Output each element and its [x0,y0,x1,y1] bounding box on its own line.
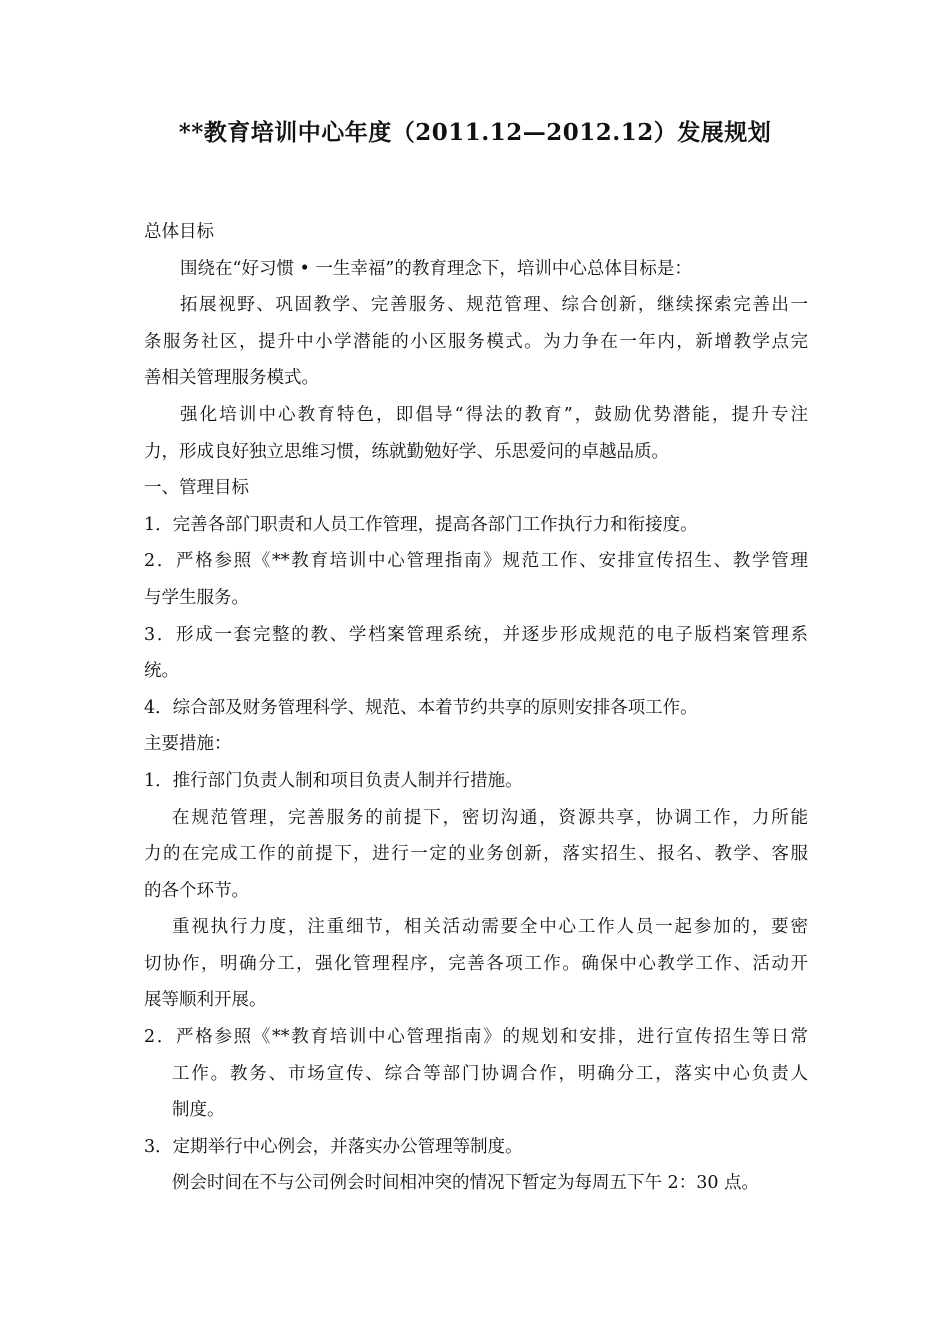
paragraph-line: 围绕在“好习惯 • 一生幸福”的教育理念下，培训中心总体目标是： [180,258,692,279]
paragraph-line: 力，形成良好独立思维习惯，练就勤勉好学、乐思爱问的卓越品质。 [144,441,669,462]
list-item-continuation: 与学生服务。 [144,587,249,608]
heading-main-measures: 主要措施： [144,734,232,755]
list-item: 3．定期举行中心例会，并落实办公管理等制度。 [144,1136,523,1157]
paragraph-line: 在规范管理，完善服务的前提下，密切沟通，资源共享，协调工作，力所能 [172,807,808,828]
paragraph-line: 力的在完成工作的前提下，进行一定的业务创新，落实招生、报名、教学、客服 [144,844,808,865]
paragraph-line: 展等顺利开展。 [144,990,267,1011]
paragraph-line: 例会时间在不与公司例会时间相冲突的情况下暂定为每周五下午 2：30 点。 [172,1173,760,1194]
document-body [144,214,808,1202]
paragraph-line: 的各个环节。 [144,880,249,901]
paragraph-line: 重视执行力度，注重细节，相关活动需要全中心工作人员一起参加的，要密 [172,917,808,938]
list-item: 1．完善各部门职责和人员工作管理，提高各部门工作执行力和衔接度。 [144,514,698,535]
list-item-continuation: 制度。 [172,1100,225,1121]
list-item: 1．推行部门负责人制和项目负责人制并行措施。 [144,770,523,791]
paragraph-line: 强化培训中心教育特色，即倡导“得法的教育”，鼓励优势潜能，提升专注 [180,404,808,425]
paragraph-line: 善相关管理服务模式。 [144,368,319,389]
list-item-continuation: 工作。教务、市场宣传、综合等部门协调合作，明确分工，落实中心负责人 [172,1063,808,1084]
heading-management-goal: 一、管理目标 [144,478,249,499]
document-title: **教育培训中心年度（2011.12—2012.12）发展规划 [178,119,772,146]
list-item: 4．综合部及财务管理科学、规范、本着节约共享的原则安排各项工作。 [144,697,698,718]
paragraph-line: 切协作，明确分工，强化管理程序，完善各项工作。确保中心教学工作、活动开 [144,953,808,974]
list-item-continuation: 统。 [144,661,179,682]
list-item: 2．严格参照《**教育培训中心管理指南》规范工作、安排宣传招生、教学管理 [144,551,808,572]
paragraph-line: 拓展视野、巩固教学、完善服务、规范管理、综合创新，继续探索完善出一 [180,295,808,316]
paragraph-line: 条服务社区，提升中小学潜能的小区服务模式。为力争在一年内，新增教学点完 [144,331,808,352]
heading-overall-goal: 总体目标 [144,222,214,242]
list-item: 3．形成一套完整的教、学档案管理系统，并逐步形成规范的电子版档案管理系 [144,624,808,645]
list-item: 2．严格参照《**教育培训中心管理指南》的规划和安排，进行宣传招生等日常 [144,1027,808,1048]
